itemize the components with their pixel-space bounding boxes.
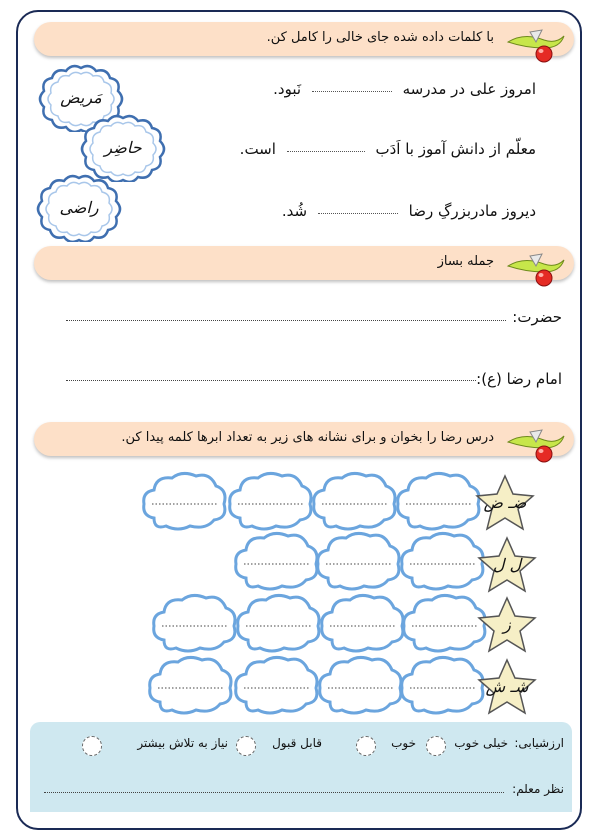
sentence-2-before: معلّم از دانش آموز با اَدَب — [375, 140, 536, 158]
letter-star-3 — [476, 596, 538, 654]
blank-line — [312, 87, 392, 92]
letter-star-1-text: ضـ ض — [483, 493, 527, 512]
prompt-2: امام رضا (ع): — [476, 370, 562, 388]
ribbon-icon — [504, 26, 566, 66]
answer-cloud[interactable] — [318, 592, 406, 654]
answer-line-2[interactable] — [66, 378, 476, 381]
section-2-title: جمله بساز — [437, 254, 494, 269]
answer-cloud[interactable] — [232, 530, 320, 592]
teacher-comment-label: نظر معلم: — [512, 782, 564, 796]
answer-cloud[interactable] — [310, 470, 398, 532]
ribbon-icon — [504, 250, 566, 290]
answer-cloud[interactable] — [394, 470, 482, 532]
prompt-1: حضرت: — [512, 308, 562, 326]
section-3-title: درس رضا را بخوان و برای نشانه های زیر به تعداد ابرها کلمه پیدا کن. — [121, 430, 494, 445]
letter-star-2-text: ل ل — [492, 555, 522, 574]
eval-option-needs-effort: نیاز به تلاش بیشتر — [137, 736, 228, 750]
section-2-header — [34, 246, 574, 280]
answer-cloud[interactable] — [140, 470, 228, 532]
answer-cloud[interactable] — [146, 654, 234, 716]
answer-cloud[interactable] — [150, 592, 238, 654]
teacher-comment-line[interactable] — [44, 790, 504, 793]
sentence-1-after: نَبود. — [273, 80, 302, 98]
word-badge-3-text: راضی — [59, 198, 99, 217]
sentence-1-before: امروز علی در مدرسه — [402, 80, 536, 98]
eval-checkbox-acceptable[interactable] — [236, 736, 256, 756]
answer-cloud[interactable] — [398, 530, 486, 592]
answer-cloud[interactable] — [232, 654, 320, 716]
word-badge-3 — [36, 174, 122, 242]
answer-cloud[interactable] — [314, 530, 402, 592]
word-badge-2-text: حاضِر — [104, 138, 142, 157]
blank-line — [318, 209, 398, 214]
section-3-header — [34, 422, 574, 456]
eval-option-very-good: خیلی خوب — [454, 736, 508, 750]
answer-cloud[interactable] — [398, 654, 486, 716]
answer-cloud[interactable] — [234, 592, 322, 654]
evaluation-panel — [30, 722, 572, 812]
letter-star-2 — [476, 536, 538, 594]
answer-cloud[interactable] — [226, 470, 314, 532]
sentence-3-after: شُد. — [281, 202, 308, 220]
eval-checkbox-needs-effort[interactable] — [82, 736, 102, 756]
eval-checkbox-good[interactable] — [356, 736, 376, 756]
section-1-header — [34, 22, 574, 56]
letter-star-3-text: ز — [503, 615, 511, 634]
sentence-1 — [273, 80, 536, 98]
sentence-3-before: دیروز مادربزرگِ رضا — [408, 202, 536, 220]
word-badge-1-text: مَریض — [60, 88, 102, 107]
eval-option-good: خوب — [391, 736, 416, 750]
letter-star-1 — [474, 474, 536, 532]
ribbon-icon — [504, 426, 566, 466]
sentence-2 — [240, 140, 536, 158]
word-badge-2 — [80, 114, 166, 182]
eval-checkbox-very-good[interactable] — [426, 736, 446, 756]
blank-line — [287, 147, 365, 152]
sentence-2-after: است. — [239, 140, 276, 158]
answer-cloud[interactable] — [316, 654, 404, 716]
evaluation-label: ارزشیابی: — [514, 736, 564, 750]
letter-star-4 — [476, 658, 538, 716]
eval-option-acceptable: قابل قبول — [272, 736, 322, 750]
answer-cloud[interactable] — [400, 592, 488, 654]
section-1-title: با کلمات داده شده جای خالی را کامل کن. — [266, 30, 494, 45]
answer-line-1[interactable] — [66, 318, 506, 321]
sentence-3 — [282, 202, 536, 220]
letter-star-4-text: شـ ش — [485, 677, 529, 696]
